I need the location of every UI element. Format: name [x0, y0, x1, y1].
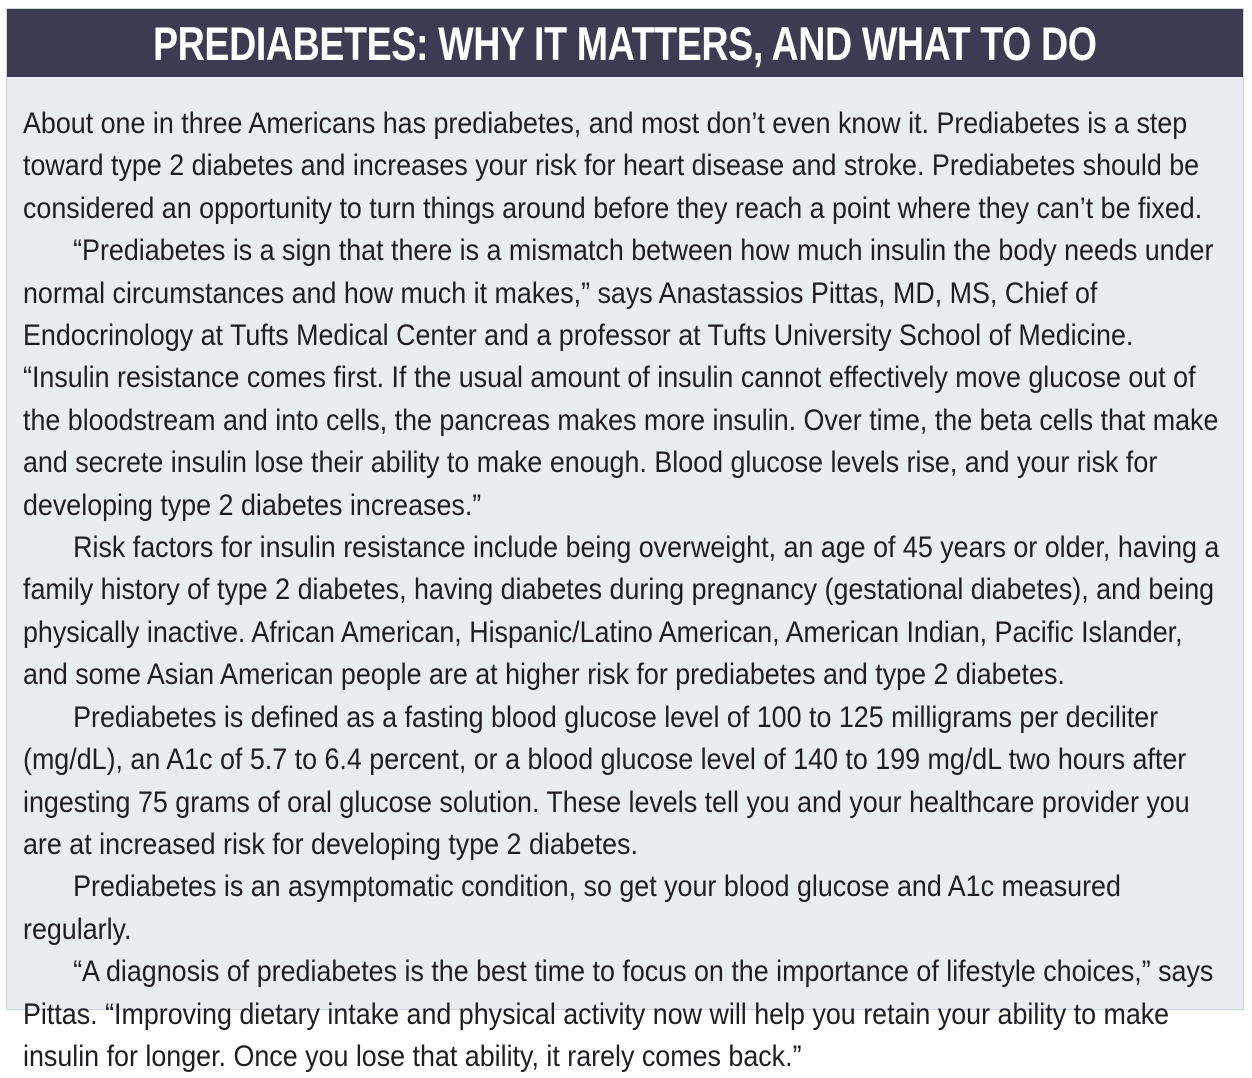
paragraph-intro: About one in three Americans has prediabetes, and most don’t even know it. Prediabetes is a step toward type 2 diabetes and increases your risk for heart disease and stroke. Prediabetes should be considered an opportunity to turn things around before they reach a point where they can’t be fixed. [23, 107, 1203, 225]
paragraph-asymptomatic: Prediabetes is an asymptomatic condition, so get your blood glucose and A1c measured regularly. [23, 870, 1121, 946]
paragraph-risk-factors: Risk factors for insulin resistance include being overweight, an age of 45 years or older, having a family history of type 2 diabetes, having diabetes during pregnancy (gestational diabetes), and being physically inactive. African American, Hispanic/Latino American, American Indian, Pacific Islander, and some Asian American people are at higher risk for prediabetes and type 2 diabetes. [23, 531, 1220, 692]
paragraph-lifestyle-quote: “A diagnosis of prediabetes is the best time to focus on the importance of lifestyle choices,” says Pittas. “Improving dietary intake and physical activity now will help you retain your ability to make insulin for longer. Once you lose that ability, it rarely comes back.” [23, 955, 1214, 1073]
article-body [23, 103, 1222, 1078]
paragraph-quote-pittas: “Prediabetes is a sign that there is a mismatch between how much insulin the body needs under normal circumstances and how much it makes,” says Anastassios Pittas, MD, MS, Chief of Endocrinology at Tufts Medical Center and a professor at Tufts University School of Medicine. “Insulin resistance comes first. If the usual amount of insulin cannot effectively move glucose out of the bloodstream and into cells, the pancreas makes more insulin. Over time, the beta cells that make and secrete insulin lose their ability to make enough. Blood glucose levels rise, and your risk for developing type 2 diabetes increases.” [23, 234, 1219, 522]
page-title: PREDIABETES: WHY IT MATTERS, AND WHAT TO DO [153, 16, 1097, 70]
sidebar-box [6, 8, 1244, 1073]
title-banner [7, 9, 1243, 77]
paragraph-definition: Prediabetes is defined as a fasting blood glucose level of 100 to 125 milligrams per deciliter (mg/dL), an A1c of 5.7 to 6.4 percent, or a blood glucose level of 140 to 199 mg/dL two hours after ingesting 75 grams of oral glucose solution. These levels tell you and your healthcare provider you are at increased risk for developing type 2 diabetes. [23, 700, 1190, 861]
